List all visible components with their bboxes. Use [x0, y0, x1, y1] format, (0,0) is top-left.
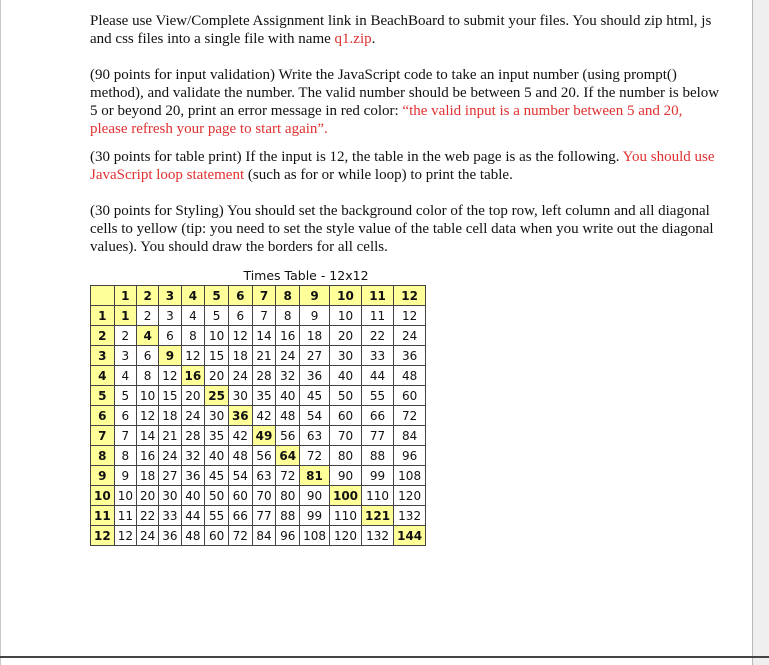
table-cell: 16: [136, 446, 158, 466]
table-cell: 27: [299, 346, 329, 366]
scrollbar-gutter[interactable]: [753, 0, 769, 665]
table-cell: 10: [329, 306, 361, 326]
table-row: [90, 366, 426, 386]
table-row-header: 4: [90, 366, 114, 386]
table-cell: 12: [228, 326, 252, 346]
table-cell: 70: [329, 426, 361, 446]
table-cell: 60: [329, 406, 361, 426]
table-column-header: 10: [329, 285, 361, 306]
table-cell: 16: [275, 326, 299, 346]
table-diagonal-cell: 25: [204, 386, 228, 406]
table-cell: 80: [329, 446, 361, 466]
table-cell: 20: [181, 386, 205, 406]
table-cell: 7: [114, 426, 136, 446]
table-cell: 50: [329, 386, 361, 406]
table-cell: 50: [204, 486, 228, 506]
page-edge-left: [0, 0, 1, 665]
table-cell: 110: [361, 486, 393, 506]
table-cell: 63: [252, 466, 276, 486]
table-cell: 40: [275, 386, 299, 406]
table-corner-cell: [90, 285, 114, 306]
table-cell: 9: [114, 466, 136, 486]
table-cell: 2: [114, 326, 136, 346]
table-row-header: 2: [90, 326, 114, 346]
table-cell: 28: [252, 366, 276, 386]
page-bottom-divider: [0, 656, 769, 658]
table-cell: 24: [275, 346, 299, 366]
loop-requirement-text: You should use JavaScript loop statement: [90, 149, 715, 183]
table-cell: 132: [361, 526, 393, 546]
table-row: [90, 306, 426, 326]
table-cell: 10: [204, 326, 228, 346]
table-diagonal-cell: 81: [299, 466, 329, 486]
table-cell: 12: [114, 526, 136, 546]
table-cell: 72: [299, 446, 329, 466]
table-diagonal-cell: 9: [158, 346, 180, 366]
table-cell: 70: [252, 486, 276, 506]
table-row-header: 1: [90, 306, 114, 326]
table-row: [90, 486, 426, 506]
table-cell: 90: [329, 466, 361, 486]
table-diagonal-cell: 100: [329, 486, 361, 506]
table-cell: 84: [252, 526, 276, 546]
table-row: [90, 446, 426, 466]
table-diagonal-cell: 16: [181, 366, 205, 386]
table-cell: 12: [136, 406, 158, 426]
table-cell: 21: [252, 346, 276, 366]
table-cell: 5: [114, 386, 136, 406]
table-cell: 27: [158, 466, 180, 486]
table-cell: 18: [136, 466, 158, 486]
table-cell: 10: [114, 486, 136, 506]
table-cell: 11: [361, 306, 393, 326]
table-cell: 15: [158, 386, 180, 406]
table-cell: 56: [275, 426, 299, 446]
table-cell: 44: [361, 366, 393, 386]
table-cell: 55: [204, 506, 228, 526]
table-cell: 28: [181, 426, 205, 446]
table-cell: 24: [393, 326, 426, 346]
table-cell: 4: [181, 306, 205, 326]
table-diagonal-cell: 64: [275, 446, 299, 466]
table-cell: 14: [252, 326, 276, 346]
table-cell: 9: [299, 306, 329, 326]
table-column-header: 2: [136, 285, 158, 306]
table-cell: 12: [158, 366, 180, 386]
table-cell: 5: [204, 306, 228, 326]
table-print-text: (30 points for table print) If the input is 12, the table in the web page is as the following.: [90, 149, 623, 165]
error-message-text: “the valid input is a number between 5 and 20, please refresh your page to start again”.: [90, 103, 683, 137]
styling-text: (30 points for Styling) You should set the background color of the top row, left column and all diagonal cells to yellow (tip: you need to set the style value of the table cell data when you write out the diagonal values). You should draw the borders for all cells.: [90, 203, 714, 255]
table-cell: 54: [299, 406, 329, 426]
table-column-header: 12: [393, 285, 426, 306]
table-row-header: 8: [90, 446, 114, 466]
submission-paragraph: [90, 12, 720, 48]
table-cell: 72: [228, 526, 252, 546]
times-table-figure: [90, 267, 502, 546]
table-cell: 60: [204, 526, 228, 546]
table-column-header: 5: [204, 285, 228, 306]
table-cell: 33: [158, 506, 180, 526]
table-row: [90, 386, 426, 406]
table-cell: 32: [275, 366, 299, 386]
table-diagonal-cell: 1: [114, 306, 136, 326]
table-cell: 36: [181, 466, 205, 486]
table-cell: 56: [252, 446, 276, 466]
table-row-header: 5: [90, 386, 114, 406]
table-cell: 36: [158, 526, 180, 546]
table-cell: 18: [228, 346, 252, 366]
table-cell: 96: [393, 446, 426, 466]
table-cell: 60: [393, 386, 426, 406]
table-cell: 21: [158, 426, 180, 446]
table-cell: 12: [393, 306, 426, 326]
table-cell: 6: [228, 306, 252, 326]
table-column-header: 9: [299, 285, 329, 306]
table-row-header: 6: [90, 406, 114, 426]
table-cell: 8: [136, 366, 158, 386]
table-row: [90, 526, 426, 546]
table-cell: 3: [158, 306, 180, 326]
table-row: [90, 346, 426, 366]
table-cell: 48: [181, 526, 205, 546]
table-cell: 66: [361, 406, 393, 426]
table-column-header: 8: [275, 285, 299, 306]
table-cell: 35: [252, 386, 276, 406]
table-row-header: 3: [90, 346, 114, 366]
table-cell: 36: [393, 346, 426, 366]
table-cell: 54: [228, 466, 252, 486]
table-cell: 6: [136, 346, 158, 366]
table-cell: 33: [361, 346, 393, 366]
submission-text: Please use View/Complete Assignment link in BeachBoard to submit your files. You should zip html, js and css files into a single file with name: [90, 13, 712, 47]
submission-text-end: .: [371, 31, 376, 47]
table-row-header: 11: [90, 506, 114, 526]
table-diagonal-cell: 144: [393, 526, 426, 546]
table-cell: 108: [299, 526, 329, 546]
table-cell: 66: [228, 506, 252, 526]
styling-paragraph: [90, 202, 720, 256]
table-cell: 6: [114, 406, 136, 426]
table-cell: 11: [114, 506, 136, 526]
table-cell: 88: [275, 506, 299, 526]
table-cell: 63: [299, 426, 329, 446]
table-column-header: 1: [114, 285, 136, 306]
table-cell: 120: [393, 486, 426, 506]
table-print-text-end: (such as for or while loop) to print the table.: [244, 167, 513, 183]
table-cell: 14: [136, 426, 158, 446]
table-cell: 20: [136, 486, 158, 506]
table-cell: 22: [361, 326, 393, 346]
table-cell: 30: [329, 346, 361, 366]
table-cell: 108: [393, 466, 426, 486]
table-cell: 8: [181, 326, 205, 346]
table-diagonal-cell: 36: [228, 406, 252, 426]
table-cell: 48: [228, 446, 252, 466]
table-cell: 60: [228, 486, 252, 506]
times-table: [90, 285, 426, 546]
table-cell: 77: [252, 506, 276, 526]
table-column-header: 6: [228, 285, 252, 306]
table-cell: 110: [329, 506, 361, 526]
table-cell: 40: [204, 446, 228, 466]
table-row-header: 10: [90, 486, 114, 506]
table-cell: 6: [158, 326, 180, 346]
table-cell: 88: [361, 446, 393, 466]
table-cell: 18: [158, 406, 180, 426]
table-cell: 2: [136, 306, 158, 326]
table-column-header: 7: [252, 285, 276, 306]
validation-text: (90 points for input validation) Write the JavaScript code to take an input number (using prompt() method), and validate the number. The valid number should be between 5 and 20. If the number is below 5 or beyond 20, print an error message in red color:: [90, 67, 720, 119]
table-cell: 84: [393, 426, 426, 446]
table-cell: 10: [136, 386, 158, 406]
table-cell: 99: [299, 506, 329, 526]
table-cell: 22: [136, 506, 158, 526]
table-cell: 132: [393, 506, 426, 526]
table-row-header: 12: [90, 526, 114, 546]
table-cell: 8: [114, 446, 136, 466]
table-cell: 45: [204, 466, 228, 486]
table-cell: 77: [361, 426, 393, 446]
table-diagonal-cell: 4: [136, 326, 158, 346]
table-cell: 30: [158, 486, 180, 506]
table-cell: 20: [204, 366, 228, 386]
table-diagonal-cell: 49: [252, 426, 276, 446]
table-cell: 4: [114, 366, 136, 386]
table-row-header: 9: [90, 466, 114, 486]
table-cell: 44: [181, 506, 205, 526]
table-cell: 24: [181, 406, 205, 426]
table-cell: 18: [299, 326, 329, 346]
table-cell: 40: [181, 486, 205, 506]
table-cell: 3: [114, 346, 136, 366]
table-column-header: 3: [158, 285, 180, 306]
table-cell: 72: [393, 406, 426, 426]
table-cell: 30: [204, 406, 228, 426]
table-column-header: 4: [181, 285, 205, 306]
table-cell: 36: [299, 366, 329, 386]
table-cell: 40: [329, 366, 361, 386]
table-cell: 20: [329, 326, 361, 346]
table-cell: 8: [275, 306, 299, 326]
table-cell: 12: [181, 346, 205, 366]
table-print-paragraph: [90, 148, 720, 184]
table-cell: 32: [181, 446, 205, 466]
table-cell: 7: [252, 306, 276, 326]
table-row: [90, 326, 426, 346]
table-cell: 42: [228, 426, 252, 446]
table-cell: 48: [393, 366, 426, 386]
table-cell: 55: [361, 386, 393, 406]
table-cell: 90: [299, 486, 329, 506]
zip-filename: q1.zip: [334, 31, 372, 47]
table-cell: 42: [252, 406, 276, 426]
validation-paragraph: [90, 66, 720, 138]
table-row: [90, 466, 426, 486]
table-cell: 72: [275, 466, 299, 486]
table-cell: 35: [204, 426, 228, 446]
table-cell: 120: [329, 526, 361, 546]
table-row: [90, 426, 426, 446]
table-cell: 99: [361, 466, 393, 486]
table-cell: 30: [228, 386, 252, 406]
table-column-header: 11: [361, 285, 393, 306]
table-row: [90, 406, 426, 426]
table-row: [90, 506, 426, 526]
table-diagonal-cell: 121: [361, 506, 393, 526]
table-cell: 24: [158, 446, 180, 466]
table-header-row: [90, 285, 426, 306]
table-cell: 24: [136, 526, 158, 546]
table-cell: 45: [299, 386, 329, 406]
table-row-header: 7: [90, 426, 114, 446]
table-cell: 24: [228, 366, 252, 386]
table-cell: 80: [275, 486, 299, 506]
table-cell: 48: [275, 406, 299, 426]
table-cell: 96: [275, 526, 299, 546]
table-cell: 15: [204, 346, 228, 366]
times-table-caption: Times Table - 12x12: [243, 268, 369, 283]
